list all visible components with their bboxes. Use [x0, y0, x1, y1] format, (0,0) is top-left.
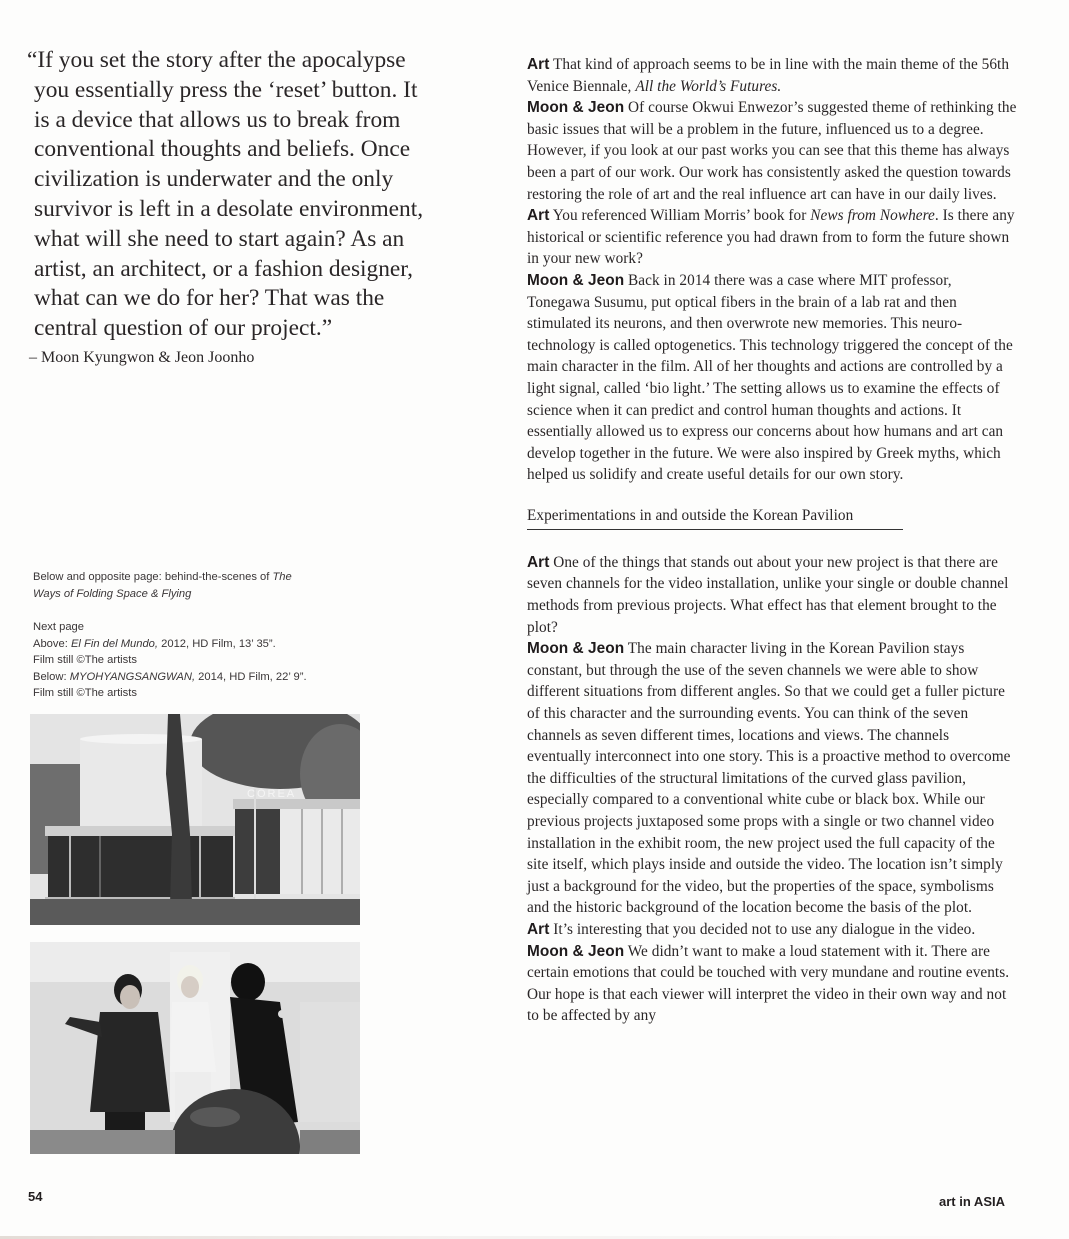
interview-answer — [527, 638, 1017, 919]
speaker-label: Moon & Jeon — [527, 942, 625, 960]
quote-attribution: – Moon Kyungwon & Jeon Joonho — [29, 349, 255, 366]
section-heading: Experimentations in and outside the Korean Pavilion — [527, 506, 903, 530]
caption-credit: Film still ©The artists — [33, 654, 137, 667]
speaker-label: Moon & Jeon — [527, 640, 625, 658]
speaker-label: Moon & Jeon — [527, 99, 625, 117]
answer-text: We didn’t want to make a loud statement with it. There are certain emotions that could be touched with very mundane and routine events. Our hope is that each viewer will interpret the video in their own way and not to be affected by any — [527, 942, 1010, 1025]
question-text: One of the things that stands out about your new project is that there are seven channels for the video installation, unlike your single or double channel methods from previous projects. What effect has that element brought to the plot? — [527, 553, 1009, 636]
speaker-label: Art — [527, 920, 550, 938]
pull-quote-line: what will she need to start again? As an — [34, 225, 405, 252]
caption-work-title: El Fin del Mundo, — [70, 637, 159, 650]
speaker-label: Art — [527, 207, 550, 225]
caption-heading: Next page — [33, 621, 84, 633]
pull-quote-line: central question of our project.” — [34, 315, 333, 342]
speaker-label: Art — [527, 553, 550, 571]
caption-credit: Film still ©The artists — [33, 687, 137, 700]
page-number: 54 — [28, 1189, 43, 1204]
caption-label: Above: — [33, 637, 71, 650]
interview-answer — [527, 270, 1017, 486]
book-title: News from Nowhere — [810, 207, 935, 225]
answer-text: The main character living in the Korean Pavilion stays constant, but through the use of the seven channels we were able to show different situations from different angles. So that we could get a fuller picture of this character and the surrounding events. You can think of the seven channels as seven different times, locations and views. The channels eventually interconnect into one story. This is a proactive method to overcome the difficulties of the structural limitations of the curved glass pavilion, especially compared to a conventional white cube or black box. While our previous projects juxtaposed some props with a single or two channel video installation in the exhibit room, the new project used the full capacity of the site itself, which plays inside and outside the video. The location isn’t simply just a background for the video, but the properties of the space, symbolisms and the historic background of the location become the basis of the plot. — [527, 640, 1011, 917]
exhibition-title: All the World’s Futures. — [635, 77, 782, 95]
question-text: That kind of approach seems to be in line with the main theme of the 56th Venice Biennale, — [527, 56, 1010, 95]
answer-text: Of course Okwui Enwezor’s suggested theme of rethinking the basic issues that will be a problem in the future, influenced us to a degree. However, if you look at our past works you can see that this theme has always been a part of our work. Our work has consistently asked the question towards restoring the role of art and the real influence art can have in our daily lives. — [527, 99, 1017, 203]
interview-body — [527, 54, 1017, 1027]
behind-the-scenes-photo — [30, 942, 360, 1154]
interview-question — [527, 919, 1017, 941]
speaker-label: Art — [527, 56, 550, 73]
photo-caption — [33, 569, 353, 602]
pull-quote-line: civilization is underwater and the only — [34, 166, 394, 193]
caption-details: 2014, HD Film, 22’ 9”. — [195, 670, 307, 683]
pull-quote-line: what can we do for her? That was the — [34, 285, 385, 312]
caption-work-title: MYOHYANGSANGWAN, — [69, 670, 196, 683]
pull-quote-line: conventional thoughts and beliefs. Once — [34, 136, 411, 163]
pull-quote — [27, 46, 464, 344]
pull-quote-line: is a device that allows us to break from — [34, 106, 401, 133]
interview-question — [527, 552, 1017, 638]
next-page-caption — [33, 619, 353, 702]
pavilion-image — [30, 714, 360, 925]
caption-work-title: Ways of Folding Space & Flying — [33, 587, 192, 600]
pull-quote-line: you essentially press the ‘reset’ button. It — [34, 76, 418, 103]
caption-work-title: The — [272, 571, 292, 583]
pull-quote-line: “If you set the story after the apocalypse — [27, 47, 406, 73]
question-text: You referenced William Morris’ book for — [549, 207, 811, 225]
pull-quote-line: artist, an architect, or a fashion designer, — [34, 255, 414, 282]
interview-question — [527, 205, 1017, 270]
magazine-name: art in ASIA — [939, 1194, 1005, 1209]
pull-quote-line: survivor is left in a desolate environment, — [34, 195, 424, 222]
speaker-label: Moon & Jeon — [527, 271, 625, 289]
question-text: . Is there any historical or scientific reference you had drawn from to form the future shown in your new work? — [527, 207, 1015, 268]
caption-details: 2012, HD Film, 13’ 35”. — [158, 637, 276, 650]
behind-the-scenes-image — [30, 942, 360, 1154]
caption-text: Below and opposite page: behind-the-scenes of — [33, 571, 273, 583]
interview-answer — [527, 97, 1017, 205]
interview-answer — [527, 941, 1017, 1027]
interview-question — [527, 54, 1017, 97]
caption-label: Below: — [33, 670, 70, 683]
question-text: It’s interesting that you decided not to use any dialogue in the video. — [549, 920, 976, 938]
answer-text: Back in 2014 there was a case where MIT professor, Tonegawa Susumu, put optical fibers in the brain of a lab rat and then stimulated its neurons, and then overwrote new memories. This neuro-technology is called optogenetics. This technology triggered the concept of the main character in the film. All of her thoughts and actions are controlled by a light signal, called ‘bio light.’ The setting allows us to examine the effects of science when it can predict and control human thoughts and actions. It essentially allowed us to express our concerns about how humans and art can develop together in the future. We were also inspired by Greek myths, which helped us solidify and create useful details for our own story. — [527, 271, 1013, 484]
svg-text:COREA: COREA — [247, 788, 297, 800]
pavilion-photo — [30, 714, 360, 925]
